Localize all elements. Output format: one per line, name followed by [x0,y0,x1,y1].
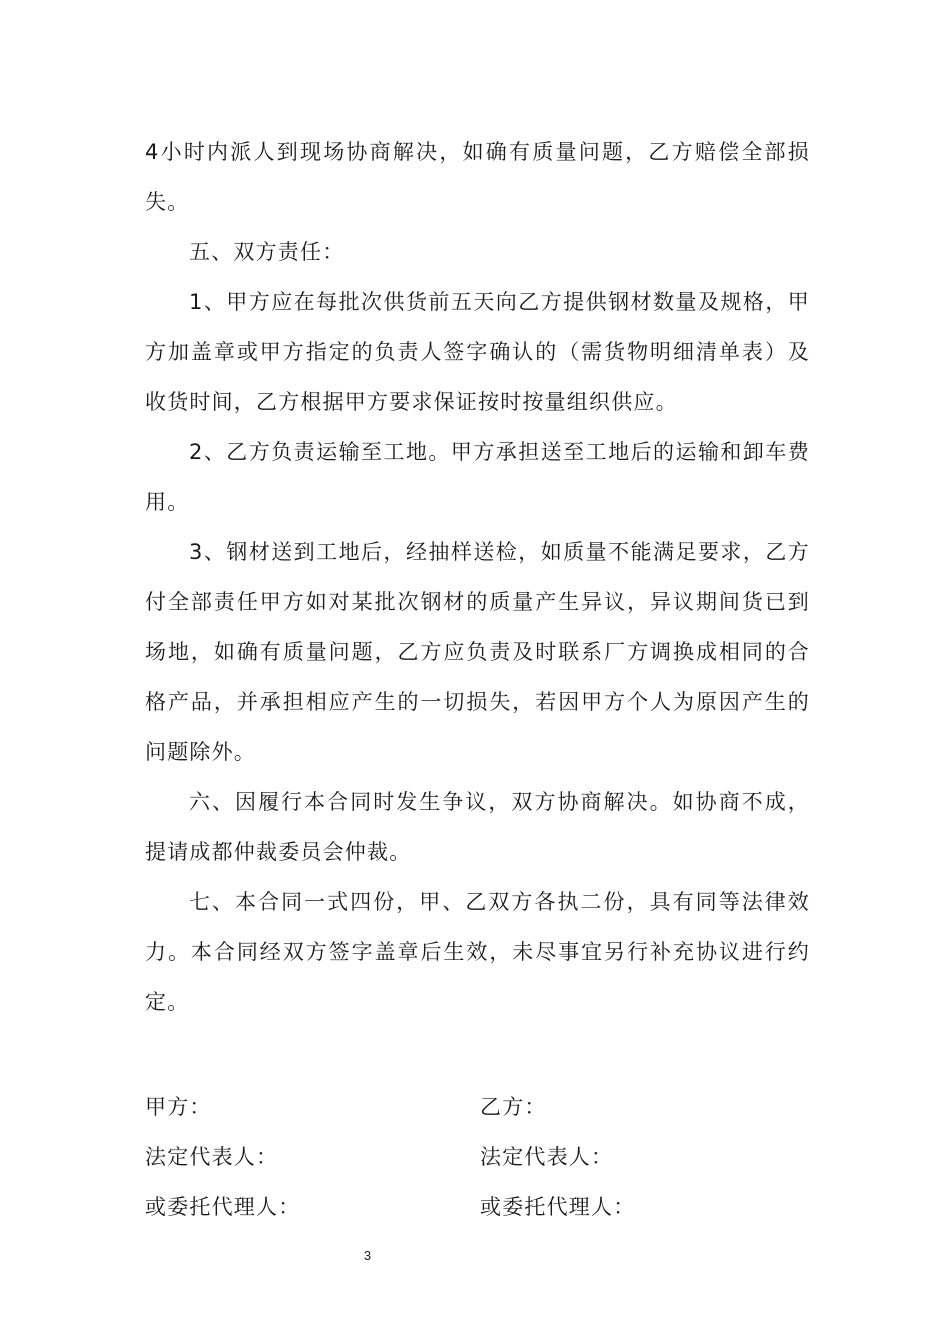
signature-row-agent [145,1182,810,1232]
clause-five-2: 2、乙方负责运输至工地。甲方承担送至工地后的运输和卸车费用。 [145,440,810,514]
agent-b-label: 或委托代理人： [480,1195,636,1219]
page-number: 3 [363,1248,372,1263]
contract-body [145,127,810,1027]
signature-row-party [145,1082,810,1132]
party-b-label: 乙方： [480,1095,547,1119]
legal-rep-b-label: 法定代表人： [480,1145,614,1169]
party-a-label: 甲方： [145,1095,212,1119]
paragraph-continuation: 4小时内派人到现场协商解决，如确有质量问题，乙方赔偿全部损失。 [145,140,810,214]
legal-rep-a-label: 法定代表人： [145,1145,279,1169]
signature-row-legal-rep [145,1132,810,1182]
agent-a-label: 或委托代理人： [145,1195,301,1219]
section-five-heading: 五、双方责任： [189,240,345,264]
clause-five-1: 1、甲方应在每批次供货前五天向乙方提供钢材数量及规格，甲方加盖章或甲方指定的负责人签字确认的（需货物明细清单表）及收货时间，乙方根据甲方要求保证按时按量组织供应。 [145,290,810,414]
section-seven: 七、本合同一式四份，甲、乙双方各执二份，具有同等法律效力。本合同经双方签字盖章后生效，未尽事宜另行补充协议进行约定。 [145,890,810,1014]
clause-five-3: 3、钢材送到工地后，经抽样送检，如质量不能满足要求，乙方付全部责任甲方如对某批次钢材的质量产生异议，异议期间货已到场地，如确有质量问题，乙方应负责及时联系厂方调换成相同的合格产品，并承担相应产生的一切损失，若因甲方个人为原因产生的问题除外。 [145,540,810,764]
section-six: 六、因履行本合同时发生争议，双方协商解决。如协商不成，提请成都仲裁委员会仲裁。 [145,790,810,864]
signature-block [145,1082,810,1232]
